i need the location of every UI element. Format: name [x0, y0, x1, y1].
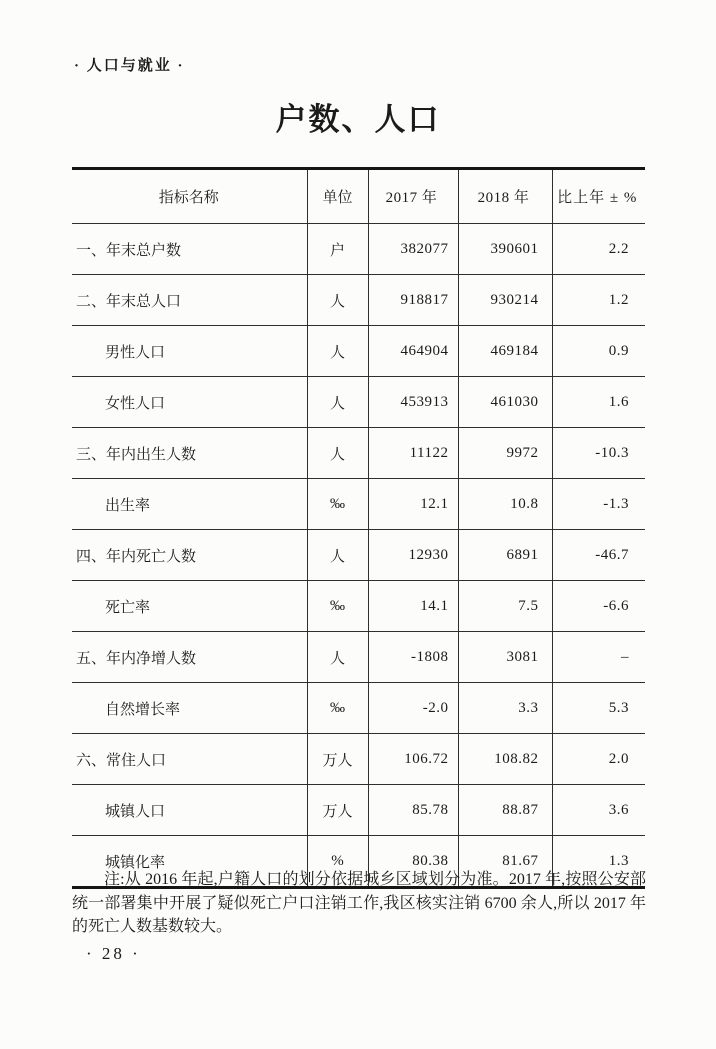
value-2018-cell: 930214	[458, 275, 552, 326]
indicator-cell: 城镇人口	[72, 785, 307, 836]
value-2018-cell: 10.8	[458, 479, 552, 530]
indicator-cell: 三、年内出生人数	[72, 428, 307, 479]
table-container	[72, 167, 645, 889]
value-2018-cell: 390601	[458, 224, 552, 275]
change-cell: 1.2	[552, 275, 645, 326]
value-2017-cell: 453913	[368, 377, 458, 428]
col-header-2017: 2017 年	[368, 169, 458, 224]
value-2018-cell: 81.67	[458, 836, 552, 888]
section-header: · 人口与就业 ·	[74, 58, 185, 74]
change-cell: 2.2	[552, 224, 645, 275]
value-2018-cell: 88.87	[458, 785, 552, 836]
table-row	[72, 734, 645, 785]
indicator-cell: 男性人口	[72, 326, 307, 377]
table-row	[72, 275, 645, 326]
unit-cell: %	[307, 836, 368, 888]
value-2017-cell: -1808	[368, 632, 458, 683]
indicator-cell: 二、年末总人口	[72, 275, 307, 326]
unit-cell: 户	[307, 224, 368, 275]
table-row	[72, 581, 645, 632]
value-2017-cell: 106.72	[368, 734, 458, 785]
indicator-cell: 一、年末总户数	[72, 224, 307, 275]
value-2018-cell: 108.82	[458, 734, 552, 785]
value-2018-cell: 9972	[458, 428, 552, 479]
unit-cell: 人	[307, 275, 368, 326]
col-header-2018: 2018 年	[458, 169, 552, 224]
unit-cell: ‰	[307, 479, 368, 530]
indicator-cell: 死亡率	[72, 581, 307, 632]
page-number: · 28 ·	[86, 944, 141, 963]
value-2017-cell: 14.1	[368, 581, 458, 632]
table-header	[72, 169, 645, 224]
table-row	[72, 683, 645, 734]
indicator-cell: 出生率	[72, 479, 307, 530]
change-cell: –	[552, 632, 645, 683]
table-row	[72, 785, 645, 836]
change-cell: -10.3	[552, 428, 645, 479]
change-cell: -1.3	[552, 479, 645, 530]
change-cell: 2.0	[552, 734, 645, 785]
value-2018-cell: 469184	[458, 326, 552, 377]
value-2017-cell: 382077	[368, 224, 458, 275]
value-2018-cell: 7.5	[458, 581, 552, 632]
change-cell: 5.3	[552, 683, 645, 734]
value-2018-cell: 3081	[458, 632, 552, 683]
change-cell: 0.9	[552, 326, 645, 377]
table-body	[72, 224, 645, 888]
indicator-cell: 女性人口	[72, 377, 307, 428]
indicator-cell: 四、年内死亡人数	[72, 530, 307, 581]
unit-cell: 万人	[307, 785, 368, 836]
page-title: 户数、人口	[275, 102, 441, 137]
change-cell: -6.6	[552, 581, 645, 632]
value-2017-cell: 12930	[368, 530, 458, 581]
col-header-unit: 单位	[307, 169, 368, 224]
value-2017-cell: 11122	[368, 428, 458, 479]
table-row	[72, 428, 645, 479]
indicator-cell: 城镇化率	[105, 854, 166, 871]
value-2017-cell: -2.0	[368, 683, 458, 734]
indicator-cell: 六、常住人口	[72, 734, 307, 785]
table-row	[72, 377, 645, 428]
unit-cell: 人	[307, 377, 368, 428]
table-row	[72, 632, 645, 683]
change-cell: -46.7	[552, 530, 645, 581]
value-2018-cell: 3.3	[458, 683, 552, 734]
value-2017-cell: 80.38	[368, 836, 458, 888]
value-2017-cell: 918817	[368, 275, 458, 326]
unit-cell: ‰	[307, 581, 368, 632]
unit-cell: 人	[307, 326, 368, 377]
change-cell: 1.6	[552, 377, 645, 428]
footnote: 注:从 2016 年起,户籍人口的划分依据城乡区域划分为准。2017 年,按照公安部统一部署集中开展了疑似死亡户口注销工作,我区核实注销 6700 余人,所以 2017 年的死亡人数基数较大。	[72, 871, 646, 935]
value-2017-cell: 85.78	[368, 785, 458, 836]
unit-cell: ‰	[307, 683, 368, 734]
population-statistics-table	[72, 167, 645, 889]
unit-cell: 人	[307, 428, 368, 479]
unit-cell: 人	[307, 632, 368, 683]
indicator-cell: 自然增长率	[72, 683, 307, 734]
value-2018-cell: 461030	[458, 377, 552, 428]
header-row	[72, 169, 645, 224]
indicator-cell: 五、年内净增人数	[72, 632, 307, 683]
table-row	[72, 224, 645, 275]
value-2017-cell: 12.1	[368, 479, 458, 530]
unit-cell: 人	[307, 530, 368, 581]
change-cell: 1.3	[552, 836, 645, 888]
table-row	[72, 479, 645, 530]
col-header-indicator: 指标名称	[72, 169, 307, 224]
table-row	[72, 326, 645, 377]
unit-cell: 万人	[307, 734, 368, 785]
value-2017-cell: 464904	[368, 326, 458, 377]
change-cell: 3.6	[552, 785, 645, 836]
value-2018-cell: 6891	[458, 530, 552, 581]
col-header-change: 比上年 ± %	[552, 169, 645, 224]
table-row	[72, 530, 645, 581]
